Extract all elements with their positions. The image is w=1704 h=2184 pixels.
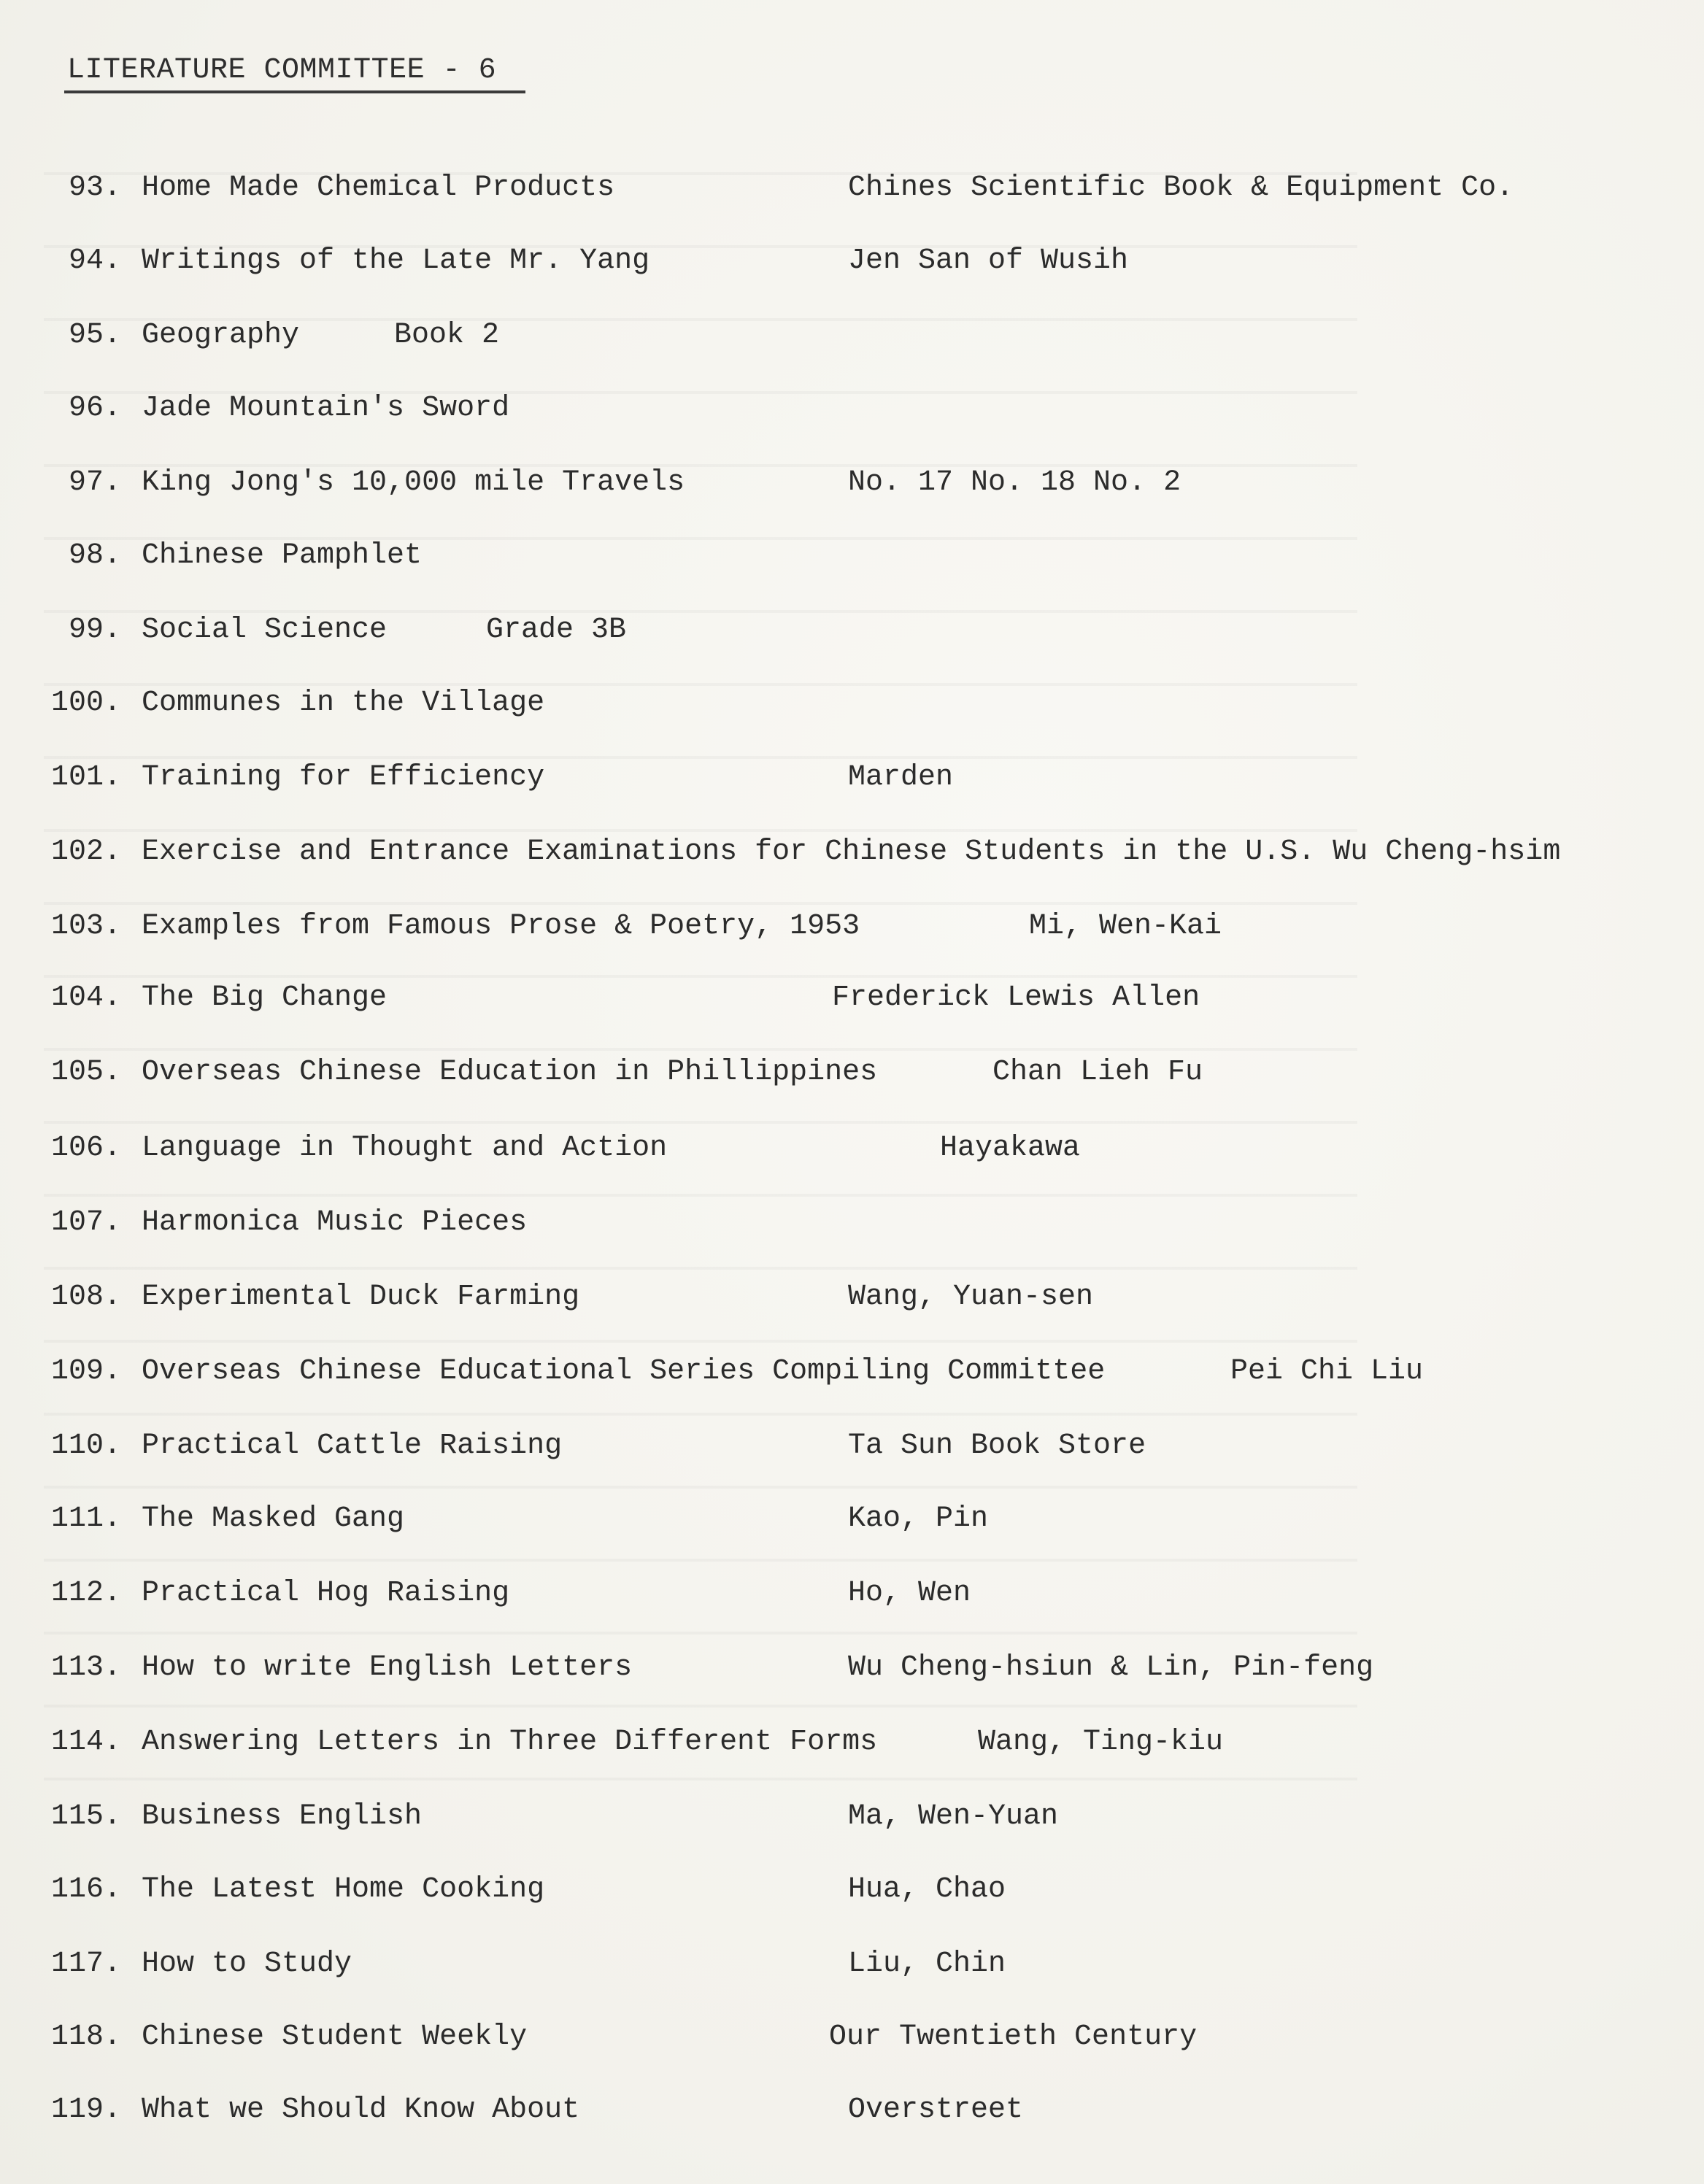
- list-item: [0, 387, 1704, 431]
- list-item: [0, 461, 1704, 505]
- entry-title: Training for Efficiency: [142, 761, 545, 794]
- entry-number: 107.: [51, 1206, 122, 1239]
- list-item: [0, 2088, 1704, 2132]
- entry-number: 113.: [51, 1651, 122, 1684]
- entry-title: Overseas Chinese Education in Phillippines: [142, 1056, 878, 1089]
- entry-detail: Book 2: [394, 319, 500, 352]
- list-item: [0, 682, 1704, 725]
- heading-underline: [64, 90, 525, 93]
- entry-source: Wu Cheng-hsiun & Lin, Pin-feng: [848, 1651, 1374, 1684]
- entry-source: Ho, Wen: [848, 1577, 971, 1610]
- entry-number: 111.: [51, 1502, 122, 1535]
- entry-source: Chan Lieh Fu: [992, 1056, 1203, 1089]
- entry-title: Chinese Pamphlet: [142, 539, 423, 572]
- entry-source: Wang, Ting-kiu: [978, 1726, 1224, 1759]
- list-item: [0, 830, 1704, 874]
- list-item: [0, 1868, 1704, 1912]
- list-item: [0, 756, 1704, 800]
- entry-title: What we Should Know About: [142, 2094, 580, 2126]
- entry-number: 110.: [51, 1429, 122, 1462]
- list-item: [0, 239, 1704, 283]
- list-item: [0, 609, 1704, 652]
- entry-source: Mi, Wen-Kai: [1029, 910, 1222, 943]
- entry-number: 97.: [69, 466, 122, 499]
- entry-number: 96.: [69, 392, 122, 425]
- entry-number: 104.: [51, 981, 122, 1014]
- list-item: [0, 1424, 1704, 1468]
- entry-number: 94.: [69, 244, 122, 277]
- entry-title: How to write English Letters: [142, 1651, 633, 1684]
- entry-source: Pei Chi Liu: [1230, 1355, 1424, 1388]
- entry-source: Hua, Chao: [848, 1873, 1006, 1906]
- entry-number: 106.: [51, 1132, 122, 1165]
- entry-title: King Jong's 10,000 mile Travels: [142, 466, 685, 499]
- entry-number: 108.: [51, 1281, 122, 1313]
- list-item: [0, 1051, 1704, 1095]
- list-item: [0, 1350, 1704, 1394]
- list-item: [0, 905, 1704, 949]
- entry-number: 99.: [69, 614, 122, 647]
- entry-title: Communes in the Village: [142, 687, 545, 719]
- list-item: [0, 1276, 1704, 1319]
- entry-source: Ta Sun Book Store: [848, 1429, 1146, 1462]
- list-item: [0, 534, 1704, 578]
- list-item: [0, 1572, 1704, 1616]
- page-heading: LITERATURE COMMITTEE - 6: [67, 54, 497, 87]
- entry-title: Practical Cattle Raising: [142, 1429, 563, 1462]
- entry-number: 118.: [51, 2021, 122, 2053]
- entry-number: 109.: [51, 1355, 122, 1388]
- entry-title: The Masked Gang: [142, 1502, 405, 1535]
- entry-source: No. 17 No. 18 No. 2: [848, 466, 1181, 499]
- entry-number: 100.: [51, 687, 122, 719]
- entry-title: Answering Letters in Three Different Forms: [142, 1726, 878, 1759]
- entry-title: Business English: [142, 1800, 423, 1833]
- entry-source: Our Twentieth Century: [829, 2021, 1198, 2053]
- entry-number: 98.: [69, 539, 122, 572]
- entry-number: 115.: [51, 1800, 122, 1833]
- entry-title: Harmonica Music Pieces: [142, 1206, 528, 1239]
- entry-number: 93.: [69, 171, 122, 204]
- entry-title: Writings of the Late Mr. Yang: [142, 244, 650, 277]
- entry-number: 116.: [51, 1873, 122, 1906]
- entry-number: 101.: [51, 761, 122, 794]
- entry-source: Chines Scientific Book & Equipment Co.: [848, 171, 1514, 204]
- entry-title: Chinese Student Weekly: [142, 2021, 528, 2053]
- entry-number: 119.: [51, 2094, 122, 2126]
- entry-title: Overseas Chinese Educational Series Compiling Committee: [142, 1355, 1106, 1388]
- list-item: [0, 1646, 1704, 1690]
- list-item: [0, 1795, 1704, 1839]
- entry-title: How to Study: [142, 1948, 352, 1980]
- list-item: [0, 1497, 1704, 1541]
- list-item: [0, 1201, 1704, 1245]
- list-item: [0, 314, 1704, 358]
- entry-source: Hayakawa: [940, 1132, 1081, 1165]
- entry-title: The Big Change: [142, 981, 388, 1014]
- entry-number: 117.: [51, 1948, 122, 1980]
- entry-title: Language in Thought and Action: [142, 1132, 668, 1165]
- entry-source: Ma, Wen-Yuan: [848, 1800, 1059, 1833]
- entry-title: Home Made Chemical Products: [142, 171, 615, 204]
- entry-source: Marden: [848, 761, 954, 794]
- entry-number: 112.: [51, 1577, 122, 1610]
- entry-number: 114.: [51, 1726, 122, 1759]
- entry-title: Jade Mountain's Sword: [142, 392, 510, 425]
- entry-source: Kao, Pin: [848, 1502, 989, 1535]
- entry-title: Practical Hog Raising: [142, 1577, 510, 1610]
- entry-title: The Latest Home Cooking: [142, 1873, 545, 1906]
- list-item: [0, 1721, 1704, 1764]
- entry-source: Overstreet: [848, 2094, 1024, 2126]
- entry-detail: Grade 3B: [486, 614, 627, 647]
- entry-number: 105.: [51, 1056, 122, 1089]
- list-item: [0, 1127, 1704, 1170]
- entry-source: Frederick Lewis Allen: [832, 981, 1200, 1014]
- entry-number: 95.: [69, 319, 122, 352]
- entry-title: Experimental Duck Farming: [142, 1281, 580, 1313]
- list-item: [0, 976, 1704, 1020]
- list-item: [0, 166, 1704, 210]
- entry-source: Liu, Chin: [848, 1948, 1006, 1980]
- entry-title: Exercise and Entrance Examinations for Chinese Students in the U.S. Wu Cheng-hsim: [142, 836, 1561, 868]
- entry-source: Wang, Yuan-sen: [848, 1281, 1094, 1313]
- entry-number: 102.: [51, 836, 122, 868]
- entry-source: Jen San of Wusih: [848, 244, 1129, 277]
- entry-title: Examples from Famous Prose & Poetry, 1953: [142, 910, 860, 943]
- list-item: [0, 2015, 1704, 2059]
- list-item: [0, 1942, 1704, 1986]
- entry-title: Social Science: [142, 614, 388, 647]
- entry-title: Geography: [142, 319, 300, 352]
- entry-number: 103.: [51, 910, 122, 943]
